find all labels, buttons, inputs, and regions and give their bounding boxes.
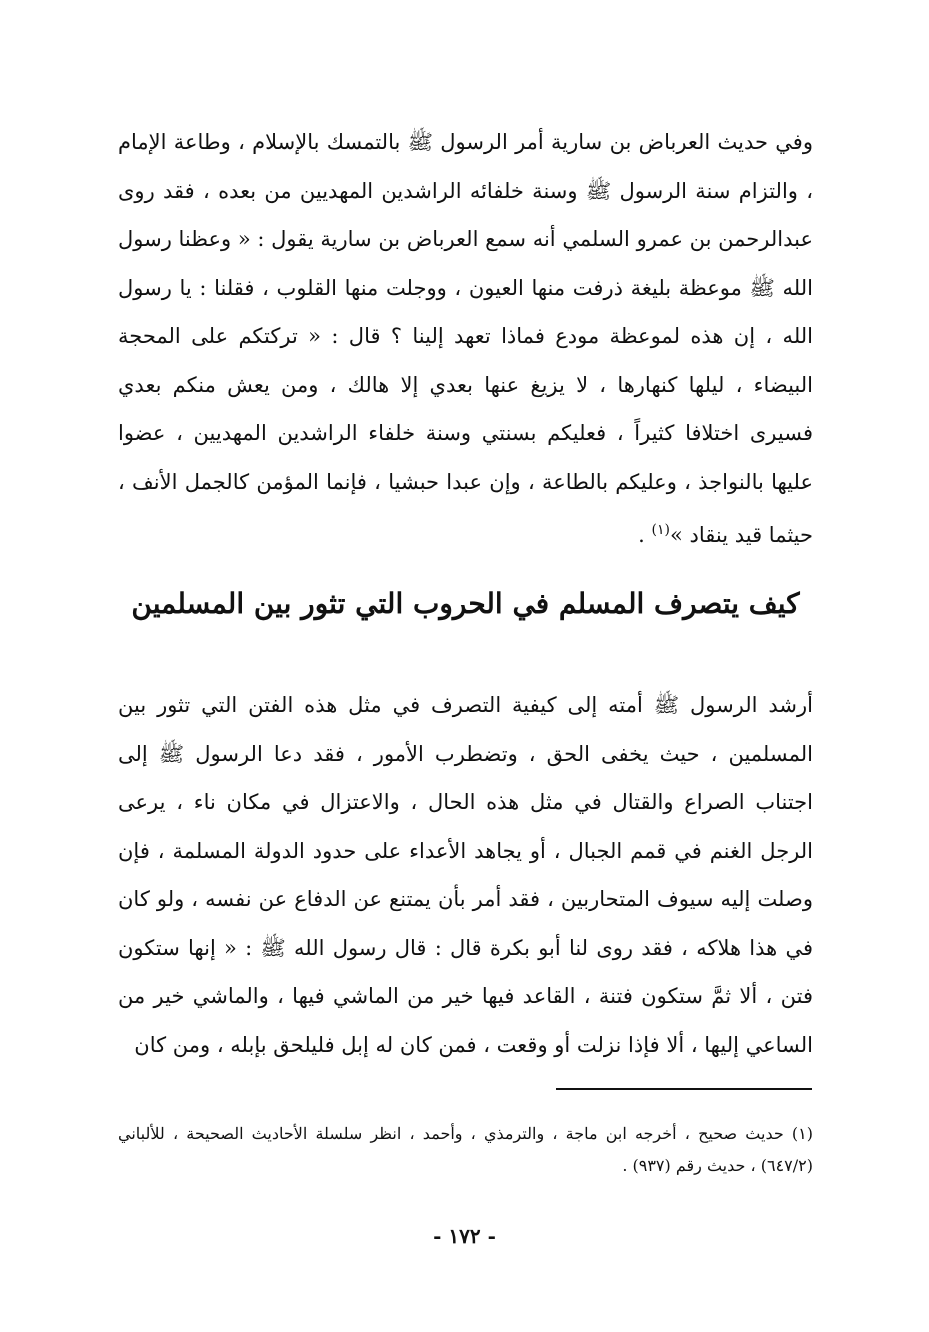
paragraph-1-body: وفي حديث العرباض بن سارية أمر الرسول ﷺ بالتمسك بالإسلام ، وطاعة الإمام ، والتزام سنة الرسول ﷺ وسنة خلفائه الراشدين المهديين من بعده ، فقد روى عبدالرحمن بن عمرو السلمي أنه سمع العرباض بن سارية يقول : « وعظنا رسول الله ﷺ موعظة بليغة ذرفت منها العيون ، ووجلت منها القلوب ، فقلنا : يا رسول الله ، إن هذه لموعظة مودع فماذا تعهد إلينا ؟ قال : « تركتكم على المحجة البيضاء ، ليلها كنهارها ، لا يزيغ عنها بعدي إلا هالك ، ومن يعش منكم بعدي فسيرى اختلافا كثيراً ، فعليكم بسنتي وسنة خلفاء الراشدين المهديين ، عضوا عليها بالنواجذ ، وعليكم بالطاعة ، وإن عبدا حبشيا ، فإنما المؤمن كالجمل الأنف ، حيثما قيد ينقاد »	[118, 130, 813, 547]
footnote	[118, 1118, 813, 1182]
footnote-text: (١) حديث صحيح ، أخرجه ابن ماجة ، والترمذي ، وأحمد ، انظر سلسلة الأحاديث الصحيحة ، للألباني (٦٤٧/٢) ، حديث رقم (٩٣٧) .	[118, 1124, 814, 1175]
paragraph-text	[118, 118, 813, 560]
paragraph-2-text: أرشد الرسول ﷺ أمته إلى كيفية التصرف في مثل هذه الفتن التي تثور بين المسلمين ، حيث يخفى الحق ، وتضطرب الأمور ، فقد دعا الرسول ﷺ إلى اجتناب الصراع والقتال في مثل هذه الحال ، والاعتزال في مكان ناء ، يرعى الرجل الغنم في قمم الجبال ، أو يجاهد الأعداء على حدود الدولة المسلمة ، فإن وصلت إليه سيوف المتحاربين ، فقد أمر بأن يمتنع عن الدفاع عن نفسه ، ولو كان في هذا هلاكه ، فقد روى لنا أبو بكرة قال : قال رسول الله ﷺ : « إنها ستكون فتن ، ألا ثمَّ ستكون فتنة ، القاعد فيها خير من الماشي فيها ، والماشي خير من الساعي إليها ، ألا فإذا نزلت أو وقعت ، فمن كان له إبل فليلحق بإبله ، ومن كان	[118, 693, 813, 1057]
footnote-divider	[556, 1088, 812, 1090]
section-heading: كيف يتصرف المسلم في الحروب التي تثور بين المسلمين	[131, 587, 800, 620]
paragraph-hadith-irbad	[118, 118, 813, 560]
page-number: - ١٧٢ -	[433, 1224, 496, 1248]
paragraph-1-end: .	[638, 523, 652, 547]
footnote-reference: (١)	[651, 522, 670, 538]
paragraph-fitan	[118, 681, 813, 1069]
